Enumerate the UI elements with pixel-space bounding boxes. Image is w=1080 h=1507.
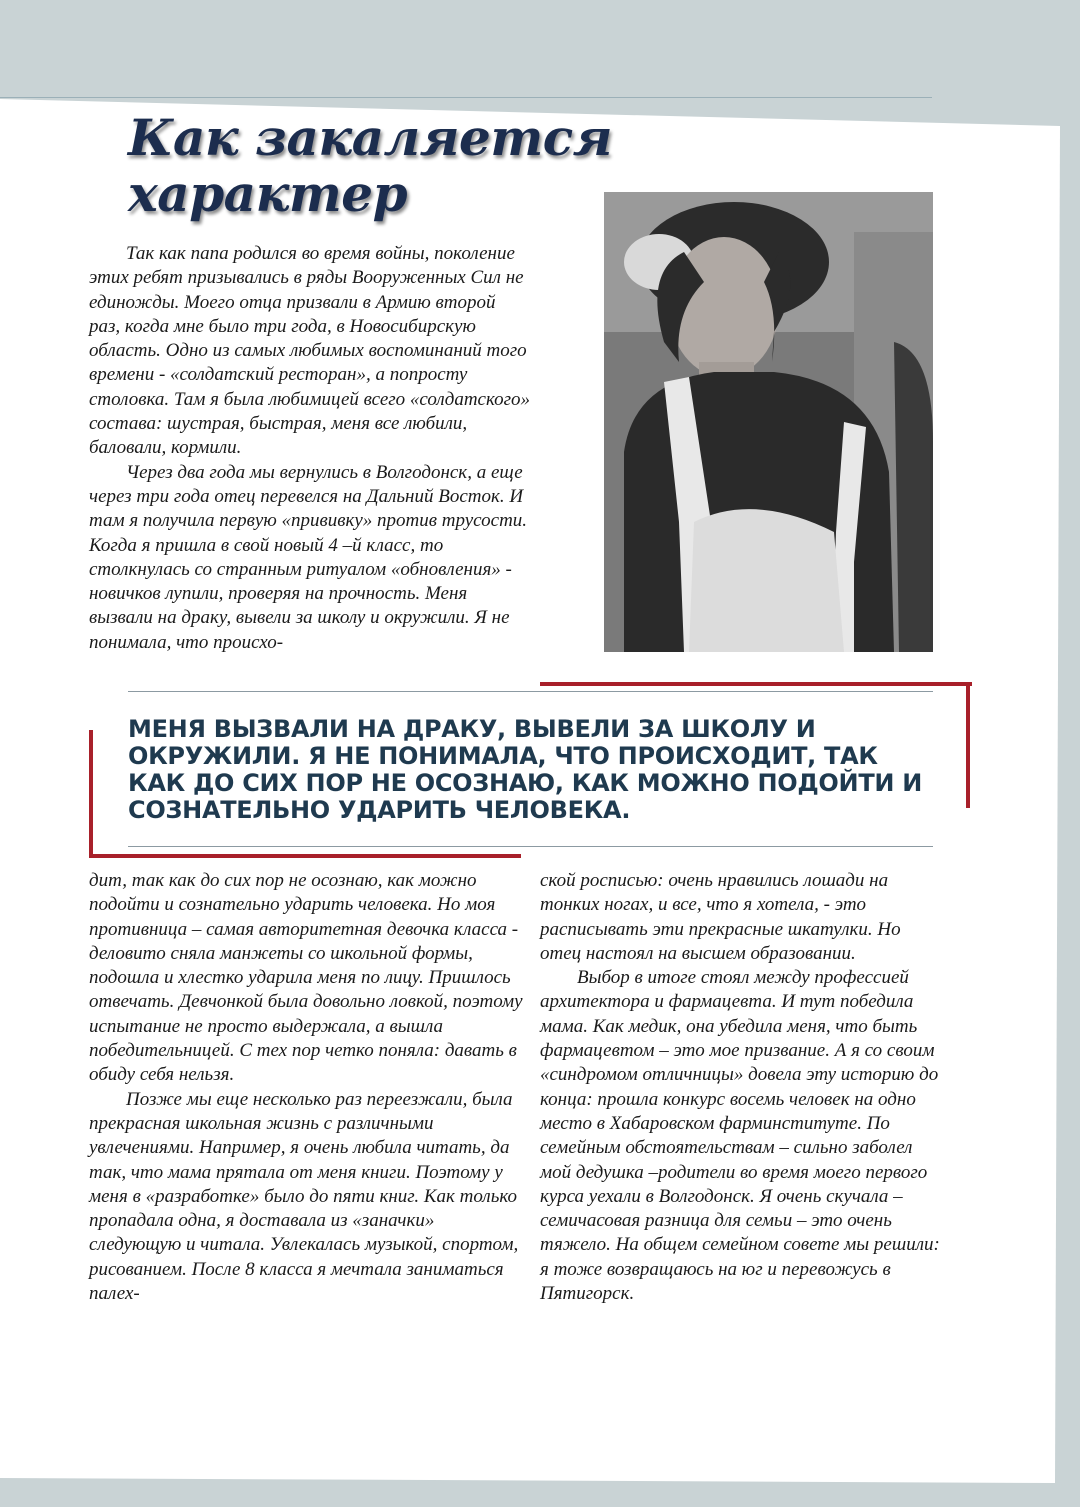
divider-top (128, 691, 933, 692)
left-column (89, 869, 525, 1306)
accent-bar-top (540, 682, 972, 686)
divider-bottom (128, 846, 933, 847)
paragraph: Выбор в итоге стоял между профессией архитектора и фармацевта. И тут победила мама. Как медик, она убедила меня, что быть фармацевтом – это мое призвание. А я со своим «синдромом отличницы» довела эту историю до конца: прошла конкурс восемь человек на одно место в Хабаровском фарминституте. По семейным обстоятельствам – сильно заболел мой дедушка –родители во время моего первого курса уехали в Волгодонск. Я очень скучала – семичасовая разница для семьи – это очень тяжело. На общем семейном совете мы решили: я тоже возвращаюсь на юг и перевожусь в Пятигорск. (540, 967, 940, 1305)
paragraph: Так как папа родился во время войны, поколение этих ребят призывались в ряды Вооруженных Сил не единожды. Моего отца призвали в Армию второй раз, когда мне было три года, в Новосибирскую область. Одно из самых любимых воспоминаний того времени - «солдатский ресторан», а попросту столовка. Там я была любимицей всего «солдатского» состава: шустрая, быстрая, меня все любили, баловали, кормили. (89, 243, 531, 459)
portrait-photo (604, 192, 933, 652)
title-line-2: характер (128, 164, 408, 223)
right-column (540, 869, 945, 1306)
paragraph: Позже мы еще несколько раз переезжали, была прекрасная школьная жизнь с различными увлечениями. Например, я очень любила читать, да так, что мама прятала от меня книги. Поэтому у меня в «разработке» было до пяти книг. Как только пропадала одна, я доставала из «заначки» следующую и читала. Увлекалась музыкой, спортом, рисованием. После 8 класса я мечтала заниматься палех- (89, 1088, 519, 1305)
top-rule (0, 97, 932, 98)
pull-quote: МЕНЯ ВЫЗВАЛИ НА ДРАКУ, ВЫВЕЛИ ЗА ШКОЛУ И ОКРУЖИЛИ. Я НЕ ПОНИМАЛА, ЧТО ПРОИСХОДИТ, ТАК КАК ДО СИХ ПОР НЕ ОСОЗНАЮ, КАК МОЖНО ПОДОЙТИ И СОЗНАТЕЛЬНО УДАРИТЬ ЧЕЛОВЕКА. (128, 715, 923, 824)
accent-bar-right (966, 682, 970, 808)
accent-bar-left (89, 730, 93, 858)
intro-column (89, 242, 531, 655)
accent-bar-bottom (89, 854, 521, 858)
paragraph: дит, так как до сих пор не осознаю, как можно подойти и сознательно ударить человека. Но моя противница – самая авторитетная девочка класса - деловито сняла манжеты со школьной формы, подошла и хлестко ударила меня по лицу. Пришлось отвечать. Девчонкой была довольно ловкой, поэтому испытание не просто выдержала, а вышла победительницей. С тех пор четко поняла: давать в обиду себя нельзя. (89, 870, 523, 1086)
paragraph: ской росписью: очень нравились лошади на тонких ногах, и все, что я хотела, - это расписывать эти прекрасные шкатулки. Но отец настоял на высшем образовании. (540, 870, 901, 964)
paragraph: Через два года мы вернулись в Волгодонск, а еще через три года отец перевелся на Дальний Восток. И там я получила первую «прививку» против трусости. Когда я пришла в свой новый 4 –й класс, то столкнулась со странным ритуалом «обновления» - новичков лупили, проверяя на прочность. Меня вызвали на драку, вывели за школу и окружили. Я не понимала, что происхо- (89, 461, 528, 653)
title-line-1: Как закаляется (128, 108, 613, 167)
